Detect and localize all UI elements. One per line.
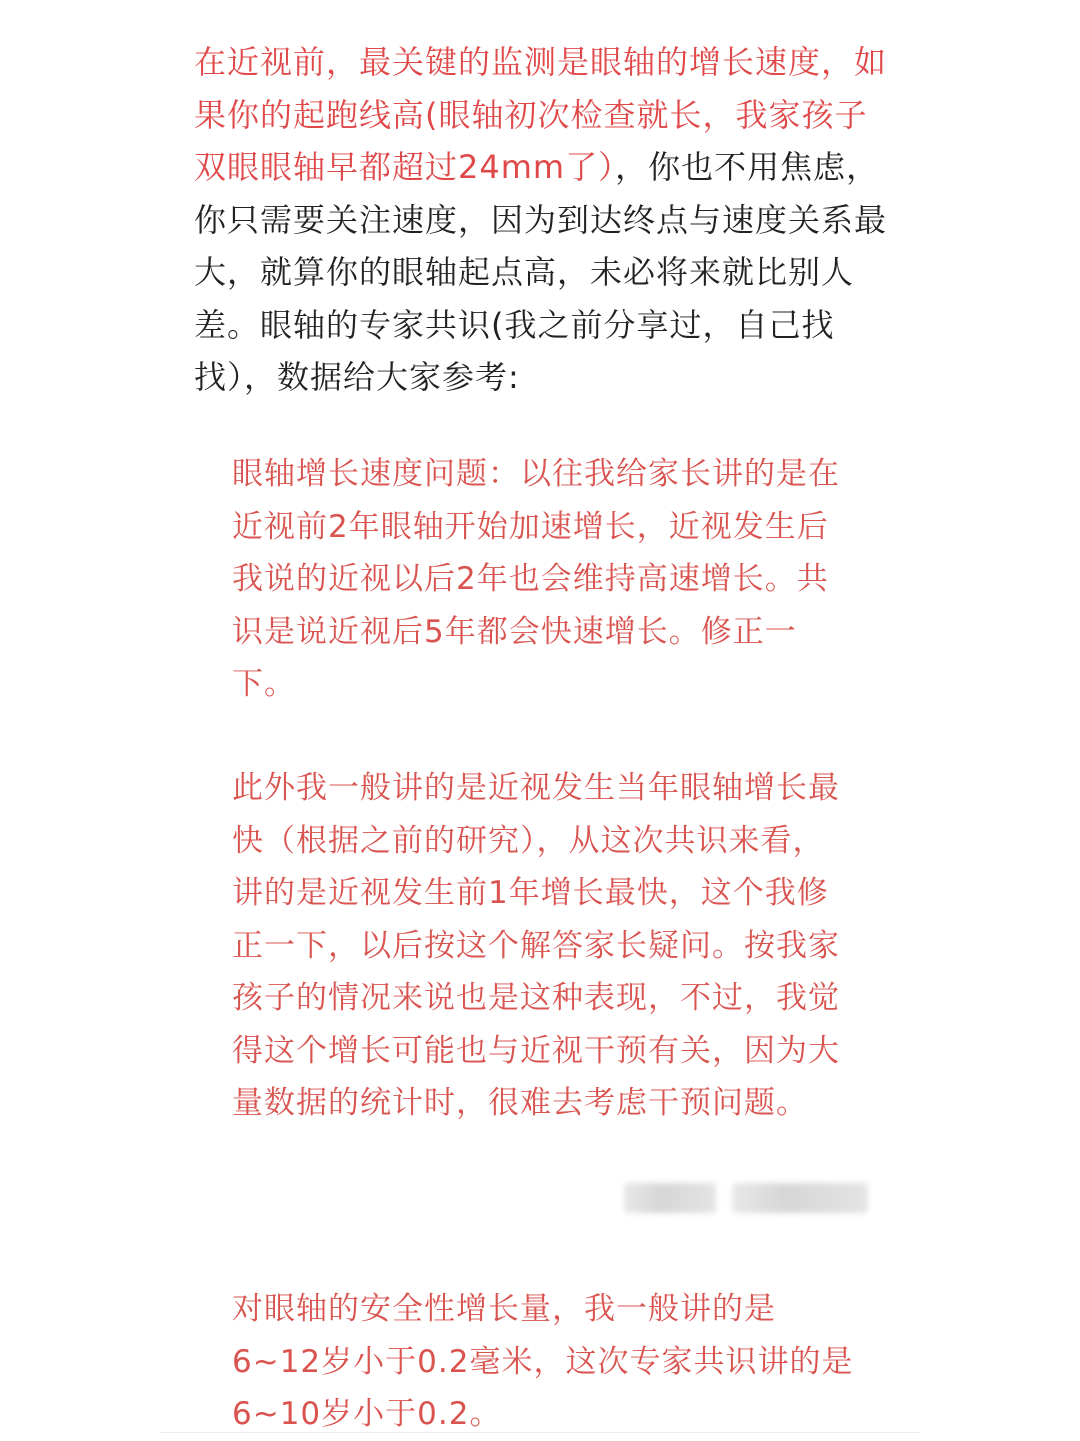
intro-highlight-text: 在近视前，最关键的监测是眼轴的增长速度，如果你的起跑线高(眼轴初次检查就长，我家孩子双眼眼轴早都超过24mm了）: [194, 43, 888, 186]
quote-fastest-growth-year: 此外我一般讲的是近视发生当年眼轴增长最快（根据之前的研究），从这次共识来看，讲的是近视发生前1年增长最快，这个我修正一下，以后按这个解答家长疑问。按我家孩子的情况来说也是这种表现，不过，我觉得这个增长可能也与近视干预有关，因为大量数据的统计时，很难去考虑干预问题。: [232, 770, 840, 1121]
bottom-divider: [160, 1432, 920, 1433]
quote-axial-growth-speed: 眼轴增长速度问题：以往我给家长讲的是在近视前2年眼轴开始加速增长，近视发生后我说的近视以后2年也会维持高速增长。共识是说近视后5年都会快速增长。修正一下。: [232, 456, 840, 702]
blurred-watermark-right: [732, 1183, 868, 1213]
intro-paragraph: [194, 36, 894, 404]
intro-body-text: ，你也不用焦虑，你只需要关注速度，因为到达终点与速度关系最大，就算你的眼轴起点高，未必将来就比别人差。眼轴的专家共识(我之前分享过，自己找找），数据给大家参考:: [194, 148, 888, 396]
quote-safe-growth-amount: 对眼轴的安全性增长量，我一般讲的是6~12岁小于0.2毫米，这次专家共识讲的是6~10岁小于0.2。: [232, 1291, 854, 1432]
blurred-watermark-left: [624, 1183, 716, 1213]
